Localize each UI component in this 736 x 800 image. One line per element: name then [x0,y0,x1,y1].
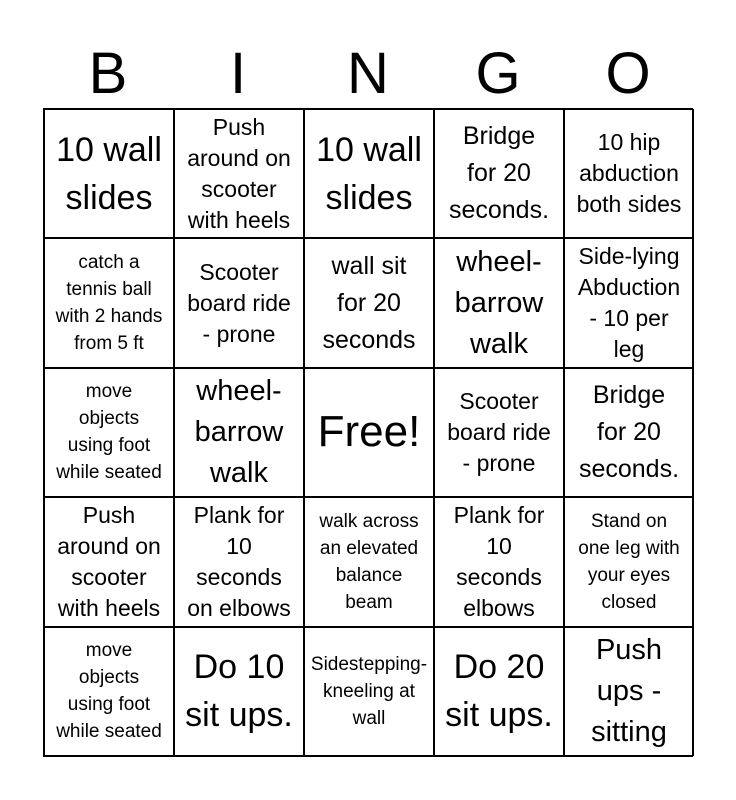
bingo-cell-text: 10 wall slides [316,130,422,217]
bingo-cell-text: move objects using foot while seated [56,640,162,743]
bingo-cell[interactable] [564,238,694,367]
bingo-cell-text: wall sit for 20 seconds [322,251,416,354]
bingo-cell[interactable] [434,497,564,626]
bingo-header [43,40,693,108]
bingo-cell[interactable] [174,109,304,238]
bingo-cell-text: wheel- barrow walk [454,245,544,360]
bingo-cell[interactable] [564,368,694,497]
header-letter-g: G [475,41,521,106]
bingo-cell[interactable] [174,497,304,626]
bingo-cell[interactable] [44,627,174,756]
bingo-cell-text: Push around on scooter with heels [187,113,291,233]
header-letter-n: N [347,41,389,106]
free-space-cell[interactable] [304,368,434,497]
bingo-cell-text: catch a tennis ball with 2 hands from 5 ft [55,252,163,355]
bingo-cell-text: move objects using foot while seated [56,381,162,484]
bingo-cell-text: wheel- barrow walk [194,374,284,489]
bingo-cell[interactable] [434,368,564,497]
bingo-cell-text: Stand on one leg with your eyes closed [578,510,680,613]
bingo-grid [43,108,693,757]
bingo-cell[interactable] [304,627,434,756]
bingo-cell[interactable] [174,368,304,497]
bingo-cell-text: Do 20 sit ups. [445,648,553,735]
bingo-cell-text: Plank for 10 seconds elbows [453,501,545,621]
bingo-cell[interactable] [174,627,304,756]
bingo-cell[interactable] [434,238,564,367]
bingo-cell[interactable] [564,109,694,238]
bingo-cell-text: Sidestepping- kneeling at wall [310,653,428,729]
bingo-cell[interactable] [44,497,174,626]
bingo-cell[interactable] [434,627,564,756]
header-letter-b: B [88,41,128,106]
bingo-cell-text: Push around on scooter with heels [57,501,161,621]
bingo-cell-text: Bridge for 20 seconds. [578,380,680,483]
bingo-cell[interactable] [174,238,304,367]
bingo-cell[interactable] [44,109,174,238]
bingo-cell-text: Bridge for 20 seconds. [448,122,550,225]
bingo-cell[interactable] [304,109,434,238]
bingo-cell-text: Push ups - sitting [591,633,667,748]
bingo-cell[interactable] [44,368,174,497]
bingo-cell-text: Plank for 10 seconds on elbows [187,501,291,621]
header-letter-i: I [229,41,247,106]
bingo-cell-text: 10 wall slides [56,130,162,217]
bingo-cell[interactable] [434,109,564,238]
bingo-cell-text: Scooter board ride - prone [447,387,551,476]
bingo-cell-text: walk across an elevated balance beam [319,510,419,613]
bingo-cell[interactable] [564,497,694,626]
bingo-cell-text: 10 hip abduction both sides [576,129,682,218]
bingo-cell[interactable] [304,238,434,367]
bingo-cell-text: Do 10 sit ups. [185,648,293,735]
bingo-cell[interactable] [304,497,434,626]
bingo-cell[interactable] [564,627,694,756]
bingo-cell-text: Side-lying Abduction - 10 per leg [577,243,681,363]
bingo-cell-text: Scooter board ride - prone [187,258,291,347]
bingo-cell-text: Free! [317,407,421,457]
header-letter-o: O [605,41,651,106]
bingo-cell[interactable] [44,238,174,367]
